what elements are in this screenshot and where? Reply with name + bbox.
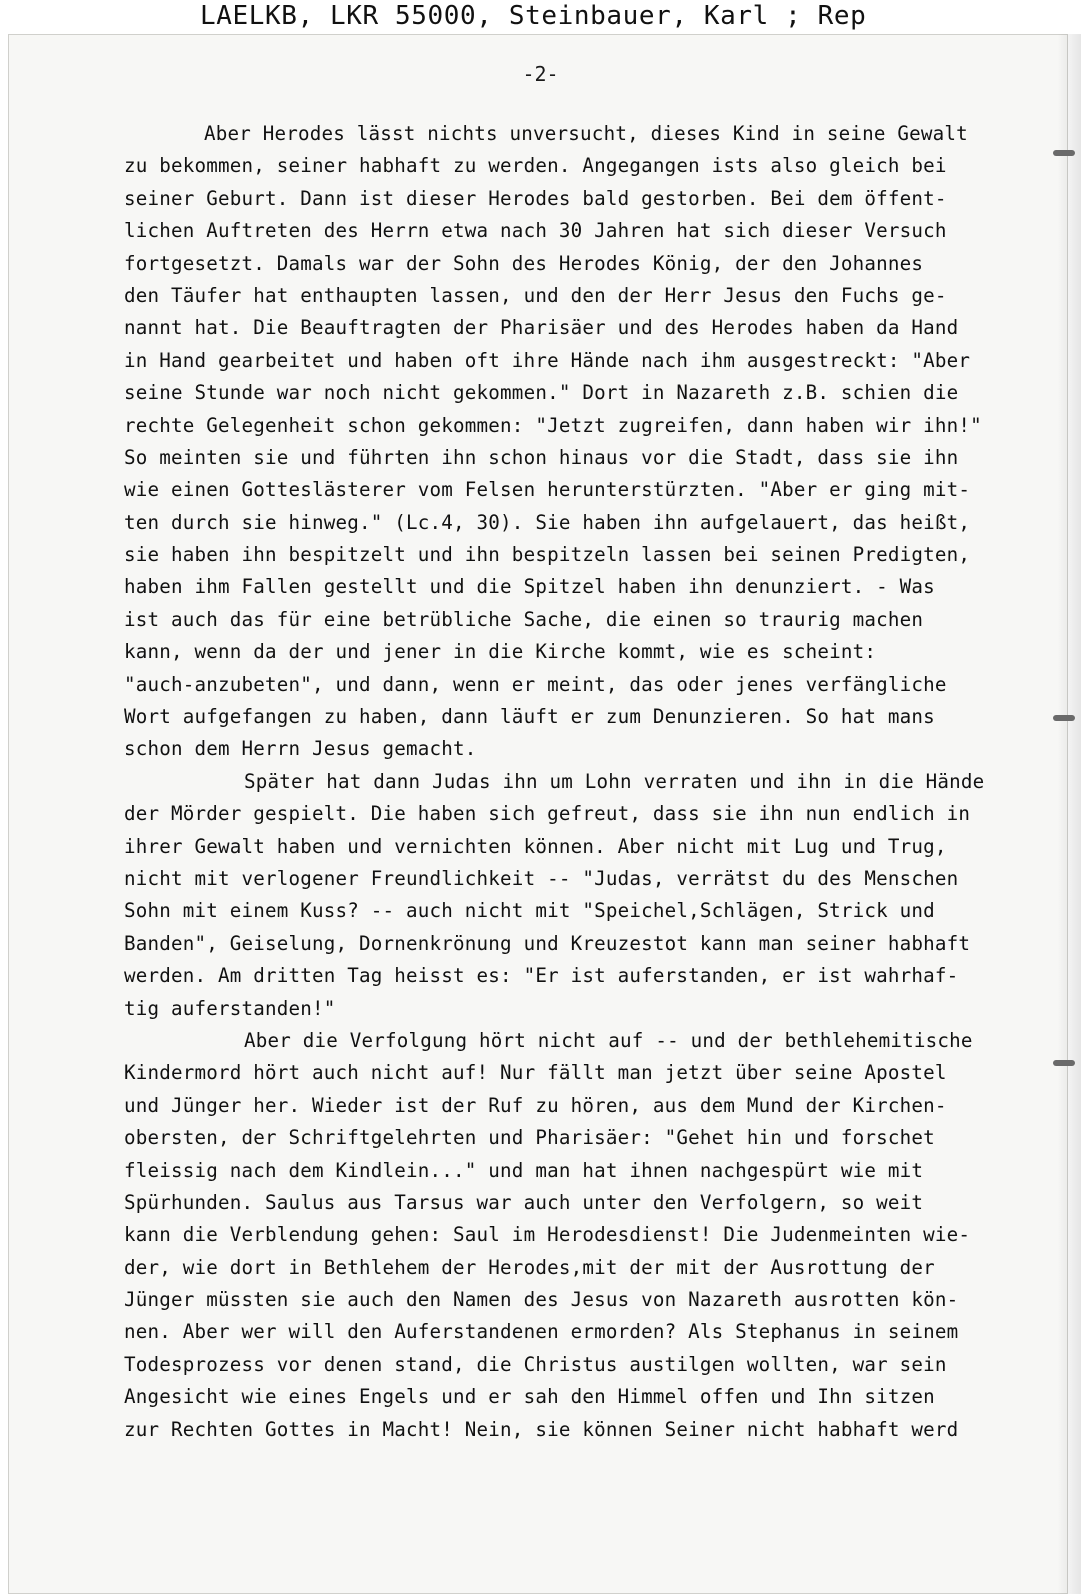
staple-mark-icon xyxy=(1053,715,1075,721)
text-line: den Täufer hat enthaupten lassen, und den der Herr Jesus den Fuchs ge- xyxy=(124,283,947,307)
text-line: "auch-anzubeten", und dann, wenn er meint, das oder jenes verfängliche xyxy=(124,672,947,696)
text-line: nannt hat. Die Beauftragten der Pharisäer und des Herodes haben da Hand xyxy=(124,316,959,340)
typed-text-body xyxy=(124,118,1054,1446)
text-line: und Jünger her. Wieder ist der Ruf zu hören, aus dem Mund der Kirchen- xyxy=(124,1093,947,1117)
text-line: Aber Herodes lässt nichts unversucht, dieses Kind in seine Gewalt xyxy=(204,122,968,145)
text-line: So meinten sie und führten ihn schon hinaus vor die Stadt, dass sie ihn xyxy=(124,445,959,469)
text-line: zur Rechten Gottes in Macht! Nein, sie können Seiner nicht habhaft werd xyxy=(124,1417,959,1441)
text-line: zu bekommen, seiner habhaft zu werden. Angegangen ists also gleich bei xyxy=(124,154,947,178)
text-line: fleissig nach dem Kindlein..." und man hat ihnen nachgespürt wie mit xyxy=(124,1158,924,1182)
text-line: tig auferstanden!" xyxy=(124,996,336,1020)
text-line: in Hand gearbeitet und haben oft ihre Hände nach ihm ausgestreckt: "Aber xyxy=(124,348,971,372)
text-line: haben ihm Fallen gestellt und die Spitzel haben ihn denunziert. - Was xyxy=(124,575,935,599)
staple-mark-icon xyxy=(1053,150,1075,156)
text-line: der, wie dort in Bethlehem der Herodes,mit der mit der Ausrottung der xyxy=(124,1255,935,1279)
text-line: Jünger müssten sie auch den Namen des Jesus von Nazareth ausrotten kön- xyxy=(124,1288,959,1312)
page-number: -2- xyxy=(522,62,559,86)
archive-reference-header: LAELKB, LKR 55000, Steinbauer, Karl ; Rep xyxy=(200,1,867,31)
text-line: werden. Am dritten Tag heisst es: "Er ist auferstanden, er ist wahrhaf- xyxy=(124,964,959,988)
text-line: Angesicht wie eines Engels und er sah den Himmel offen und Ihn sitzen xyxy=(124,1385,935,1409)
text-line: ist auch das für eine betrübliche Sache, die einen so traurig machen xyxy=(124,607,924,631)
text-line: seiner Geburt. Dann ist dieser Herodes bald gestorben. Bei dem öffent- xyxy=(124,186,947,210)
text-line: ihrer Gewalt haben und vernichten können. Aber nicht mit Lug und Trug, xyxy=(124,834,947,858)
text-line: lichen Auftreten des Herrn etwa nach 30 Jahren hat sich dieser Versuch xyxy=(124,219,947,243)
text-line: Später hat dann Judas ihn um Lohn verraten und ihn in die Hände xyxy=(244,769,985,793)
text-line: kann, wenn da der und jener in die Kirche kommt, wie es scheint: xyxy=(124,640,877,664)
text-line: Spürhunden. Saulus aus Tarsus war auch unter den Verfolgern, so weit xyxy=(124,1190,924,1214)
text-line: rechte Gelegenheit schon gekommen: "Jetzt zugreifen, dann haben wir ihn!" xyxy=(124,413,982,437)
text-line: Wort aufgefangen zu haben, dann läuft er zum Denunzieren. So hat mans xyxy=(124,705,935,729)
text-line: seine Stunde war noch nicht gekommen." Dort in Nazareth z.B. schien die xyxy=(124,381,959,405)
text-line: wie einen Gotteslästerer vom Felsen herunterstürzten. "Aber er ging mit- xyxy=(124,478,971,502)
text-line: Banden", Geiselung, Dornenkrönung und Kreuzestot kann man seiner habhaft xyxy=(124,931,971,955)
text-line: obersten, der Schriftgelehrten und Pharisäer: "Gehet hin und forschet xyxy=(124,1126,935,1150)
text-line: kann die Verblendung gehen: Saul im Herodesdienst! Die Judenmeinten wie- xyxy=(124,1223,971,1247)
text-line: schon dem Herrn Jesus gemacht. xyxy=(124,737,477,761)
text-line: Sohn mit einem Kuss? -- auch nicht mit "Speichel,Schlägen, Strick und xyxy=(124,899,935,923)
text-line: Todesprozess vor denen stand, die Christus austilgen wollten, war sein xyxy=(124,1352,947,1376)
text-line: nicht mit verlogener Freundlichkeit -- "Judas, verrätst du des Menschen xyxy=(124,866,959,890)
text-line: ten durch sie hinweg." (Lc.4, 30). Sie haben ihn aufgelauert, das heißt, xyxy=(124,510,971,534)
page-edge-shadow xyxy=(1057,34,1081,1594)
text-line: der Mörder gespielt. Die haben sich gefreut, dass sie ihn nun endlich in xyxy=(124,802,971,826)
staple-mark-icon xyxy=(1053,1060,1075,1066)
text-line: nen. Aber wer will den Auferstandenen ermorden? Als Stephanus in seinem xyxy=(124,1320,959,1344)
text-line: Aber die Verfolgung hört nicht auf -- und der bethlehemitische xyxy=(244,1028,973,1052)
text-line: sie haben ihn bespitzelt und ihn bespitzeln lassen bei seinen Predigten, xyxy=(124,543,971,567)
text-line: Kindermord hört auch nicht auf! Nur fällt man jetzt über seine Apostel xyxy=(124,1061,947,1085)
text-line: fortgesetzt. Damals war der Sohn des Herodes König, der den Johannes xyxy=(124,251,924,275)
